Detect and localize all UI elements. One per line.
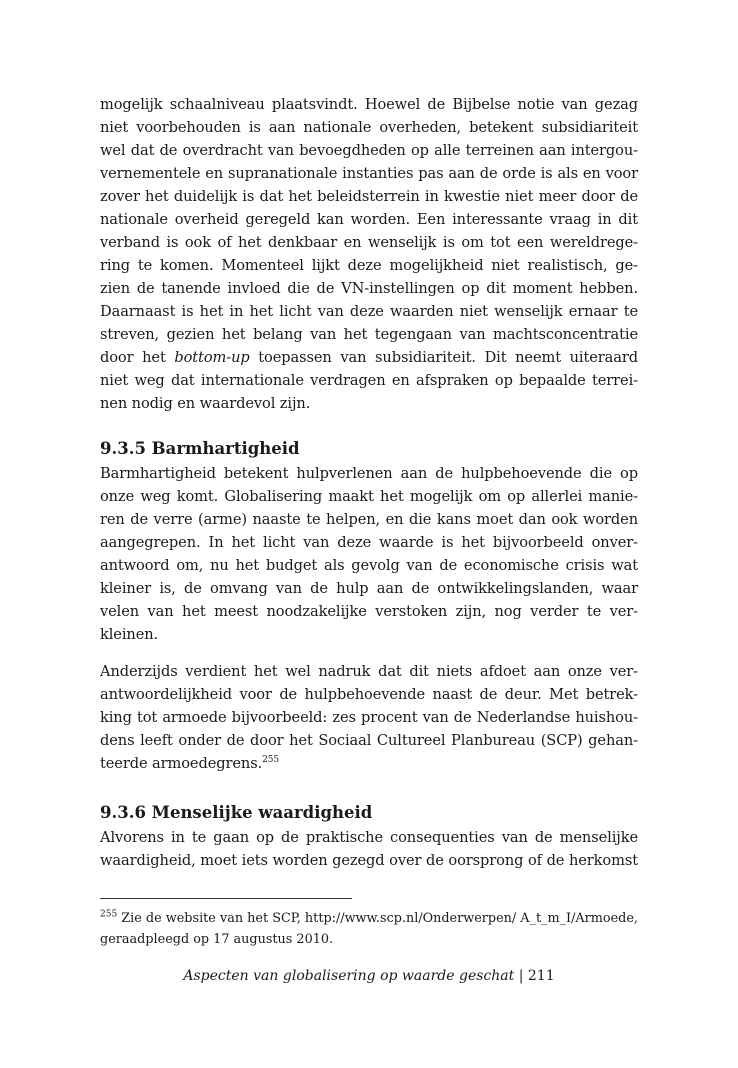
section-menselijke-waardigheid bbox=[100, 800, 638, 872]
section-heading: 9.3.6 Menselijke waardigheid bbox=[100, 803, 373, 822]
text-line: Anderzijds verdient het wel nadruk dat dit niets afdoet aan onze ver- bbox=[100, 663, 638, 680]
text-line: waardigheid, moet iets worden gezegd over de oorsprong of de herkomst bbox=[100, 852, 638, 869]
book-title: Aspecten van globalisering op waarde geschat bbox=[183, 968, 515, 984]
text-line: Daarnaast is het in het licht van deze waarden niet wenselijk ernaar te bbox=[100, 303, 638, 320]
text-segment: door het bbox=[100, 349, 166, 366]
text-line bbox=[100, 752, 638, 775]
text-line: onze weg komt. Globalisering maakt het mogelijk om op allerlei manie- bbox=[100, 488, 638, 505]
paragraph-subsidiarity bbox=[100, 93, 638, 415]
text-line: antwoordelijkheid voor de hulpbehoevende naast de deur. Met betrek- bbox=[100, 686, 638, 703]
text-line: ren de verre (arme) naaste te helpen, en die kans moet dan ook worden bbox=[100, 511, 638, 528]
text-line: verband is ook of het denkbaar en wenselijk is om tot een wereldrege- bbox=[100, 234, 638, 251]
text-line: king tot armoede bijvoorbeeld: zes procent van de Nederlandse huishou- bbox=[100, 709, 638, 726]
text-line: nen nodig en waardevol zijn. bbox=[100, 395, 311, 412]
section-heading: 9.3.5 Barmhartigheid bbox=[100, 439, 300, 458]
footnote-line: geraadpleegd op 17 augustus 2010. bbox=[100, 932, 334, 947]
text-line: kleiner is, de omvang van de hulp aan de ontwikkelingslanden, waar bbox=[100, 580, 638, 597]
text-line: niet voorbehouden is aan nationale overheden, betekent subsidiariteit bbox=[100, 119, 638, 136]
text-line: zien de tanende invloed die de VN-instellingen op dit moment hebben. bbox=[100, 280, 638, 297]
text-line: ring te komen. Momenteel lijkt deze mogelijkheid niet realistisch, ge- bbox=[100, 257, 638, 274]
text-line bbox=[100, 346, 638, 369]
text-line: streven, gezien het belang van het tegengaan van machtsconcentratie bbox=[100, 326, 638, 343]
section-barmhartigheid bbox=[100, 436, 638, 646]
text-line: niet weg dat internationale verdragen en afspraken op bepaalde terrei- bbox=[100, 372, 638, 389]
page-number: 211 bbox=[527, 968, 555, 984]
text-line: wel dat de overdracht van bevoegdheden op alle terreinen aan intergou- bbox=[100, 142, 638, 159]
text-line: aangegrepen. In het licht van deze waarde is het bijvoorbeeld onver- bbox=[100, 534, 638, 551]
footer-separator: | bbox=[518, 968, 524, 984]
italic-term: bottom-up bbox=[174, 349, 250, 366]
text-line: antwoord om, nu het budget als gevolg van de economische crisis wat bbox=[100, 557, 638, 574]
text-segment: teerde armoedegrens. bbox=[100, 755, 263, 772]
text-line: kleinen. bbox=[100, 626, 159, 643]
footnote bbox=[100, 908, 638, 950]
text-line: mogelijk schaalniveau plaatsvindt. Hoewel de Bijbelse notie van gezag bbox=[100, 96, 638, 113]
text-line: velen van het meest noodzakelijke verstoken zijn, nog verder te ver- bbox=[100, 603, 638, 620]
paragraph-anderzijds bbox=[100, 660, 638, 775]
footnote-reference[interactable]: 255 bbox=[262, 755, 280, 766]
footnote-divider bbox=[100, 898, 352, 899]
text-line: Barmhartigheid betekent hulpverlenen aan de hulpbehoevende die op bbox=[100, 465, 638, 482]
footnote-text: Zie de website van het SCP, http://www.scp.nl/Onderwerpen/ A_t_m_I/Armoede, bbox=[121, 911, 638, 926]
footnote-line bbox=[100, 908, 638, 929]
text-line: nationale overheid geregeld kan worden. Een interessante vraag in dit bbox=[100, 211, 638, 228]
footnote-number: 255 bbox=[100, 909, 118, 920]
text-line: vernementele en supranationale instanties pas aan de orde is als en voor bbox=[100, 165, 638, 182]
page-footer bbox=[0, 965, 738, 987]
text-segment: toepassen van subsidiariteit. Dit neemt uiteraard bbox=[258, 349, 638, 366]
text-line: Alvorens in te gaan op de praktische consequenties van de menselijke bbox=[100, 829, 638, 846]
text-line: zover het duidelijk is dat het beleidsterrein in kwestie niet meer door de bbox=[100, 188, 638, 205]
text-line: dens leeft onder de door het Sociaal Cultureel Planbureau (SCP) gehan- bbox=[100, 732, 638, 749]
